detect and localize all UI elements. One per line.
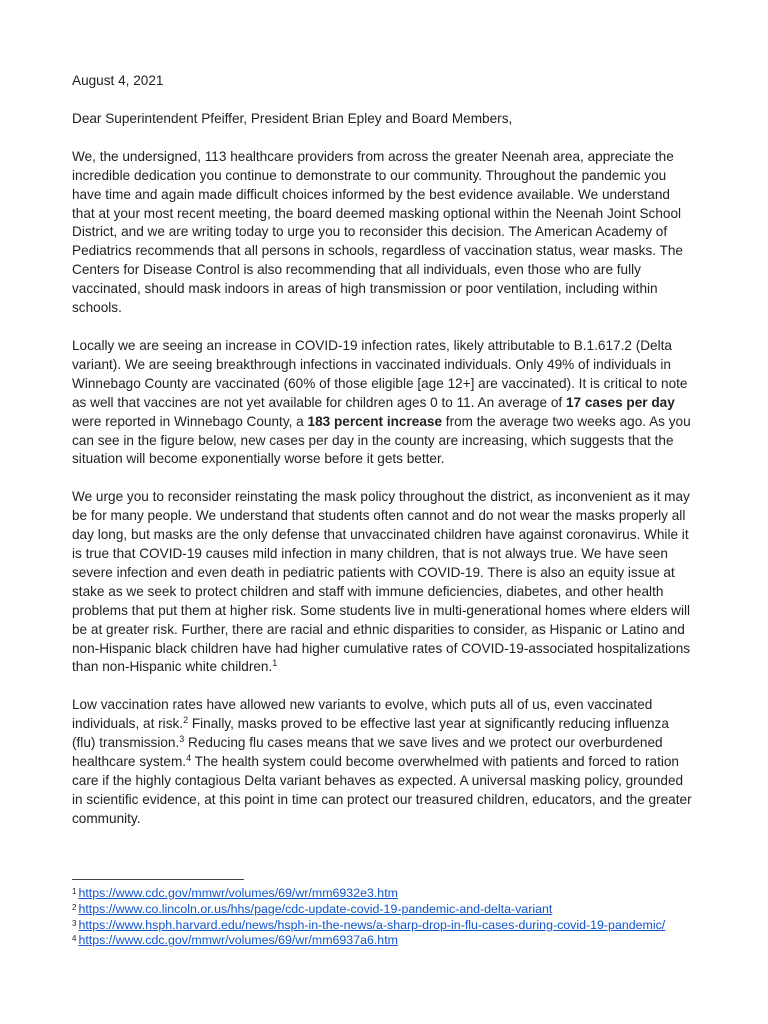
paragraph-4-text-a: Low vaccination rates have allowed new variants to evolve, which puts all of us, even vaccinated individuals, at risk. [72,697,653,732]
footnote-link-3[interactable]: https://www.hsph.harvard.edu/news/hsph-in-the-news/a-sharp-drop-in-flu-cases-during-covid-19-pandemic/ [78,917,666,932]
footnote-1 [72,886,696,902]
footnote-ref-4[interactable]: 4 [186,753,192,764]
footnote-4 [72,933,696,949]
footnote-link-1[interactable]: https://www.cdc.gov/mmwr/volumes/69/wr/mm6932e3.htm [78,886,398,900]
footnotes [72,886,696,949]
paragraph-1-text: We, the undersigned, 113 healthcare providers from across the greater Neenah area, appreciate the incredible dedication you continue to demonstrate to our community. Throughout the pandemic you have time and again made difficult choices informed by the best evidence available. We understand that at your most recent meeting, the board deemed masking optional within the Neenah Joint School District, and we are writing today to urge you to reconsider this decision. The American Academy of Pediatrics recommends that all persons in schools, regardless of vaccination status, wear masks. The Centers for Disease Control is also recommending that all individuals, even those who are fully vaccinated, should mask indoors in areas of high transmission or poor ventilation, including within schools. [72,148,683,316]
footnote-separator [72,879,244,880]
paragraph-2-text-e: from the average two weeks ago. As you can see in the figure below, new cases per day in the county are increasing, which suggests that the situation will become exponentially worse before it gets better. [72,413,691,467]
paragraph-4-text-b: Finally, masks proved to be effective last year at significantly reducing influenza (flu) transmission. [72,716,669,751]
footnote-link-4[interactable]: https://www.cdc.gov/mmwr/volumes/69/wr/mm6937a6.htm [78,933,398,948]
paragraph-4 [72,696,696,828]
footnote-ref-3[interactable]: 3 [179,734,185,745]
paragraph-1 [72,148,696,318]
footnote-mark: 2 [72,902,77,912]
footnote-2 [72,902,696,918]
paragraph-2 [72,337,696,469]
paragraph-2-text-a: Locally we are seeing an increase in COVID-19 infection rates, likely attributable to B.1.617.2 (Delta variant). We are seeing breakthrough infections in vaccinated individuals. Only 49% of individuals in Winnebago County are vaccinated (60% of those eligible [age 12+] are vaccinated). It is critical to note as well that vaccines are not yet available for children ages 0 to 11. An average of [72,337,688,410]
footnote-link-2[interactable]: https://www.co.lincoln.or.us/hhs/page/cdc-update-covid-19-pandemic-and-delta-variant [78,901,553,916]
footnote-mark: 4 [72,934,77,944]
paragraph-4-text-d: The health system could become overwhelmed with patients and forced to ration care if the highly contagious Delta variant behaves as expected. A universal masking policy, grounded in scientific evidence, at this point in time can protect our treasured children, educators, and the greater community. [72,754,692,826]
letter-date: August 4, 2021 [72,73,164,88]
footnote-mark: 3 [72,918,77,928]
paragraph-2-text-c: were reported in Winnebago County, a [72,413,308,429]
letter-body [72,72,696,848]
paragraph-3-text: We urge you to reconsider reinstating the mask policy throughout the district, as inconvenient as it may be for many people. We understand that students often cannot and do not wear the masks properly all day long, but masks are the only defense that unvaccinated children have against coronavirus. While it is true that COVID-19 causes mild infection in many children, that is not always true. We have seen severe infection and even death in pediatric patients with COVID-19. There is also an equity issue at stake as we seek to protect children and staff with immune deficiencies, diabetes, and other health problems that put them at higher risk. Some students live in multi-generational homes where elders will be at greater risk. Further, there are racial and ethnic disparities to consider, as Hispanic or Latino and non-Hispanic black children have had higher cumulative rates of COVID-19-associated hospitalizations than non-Hispanic white children. [72,489,691,675]
footnote-ref-1[interactable]: 1 [272,658,278,669]
percent-increase-highlight: 183 percent increase [307,413,443,429]
paragraph-4-text-c: Reducing flu cases means that we save lives and we protect our overburdened healthcare system. [72,735,663,770]
footnote-ref-2[interactable]: 2 [183,715,189,726]
paragraph-3 [72,488,696,677]
cases-per-day-highlight: 17 cases per day [565,394,675,410]
footnote-3 [72,918,696,934]
letter-salutation: Dear Superintendent Pfeiffer, President Brian Epley and Board Members, [72,110,513,126]
footnote-mark: 1 [72,887,77,896]
